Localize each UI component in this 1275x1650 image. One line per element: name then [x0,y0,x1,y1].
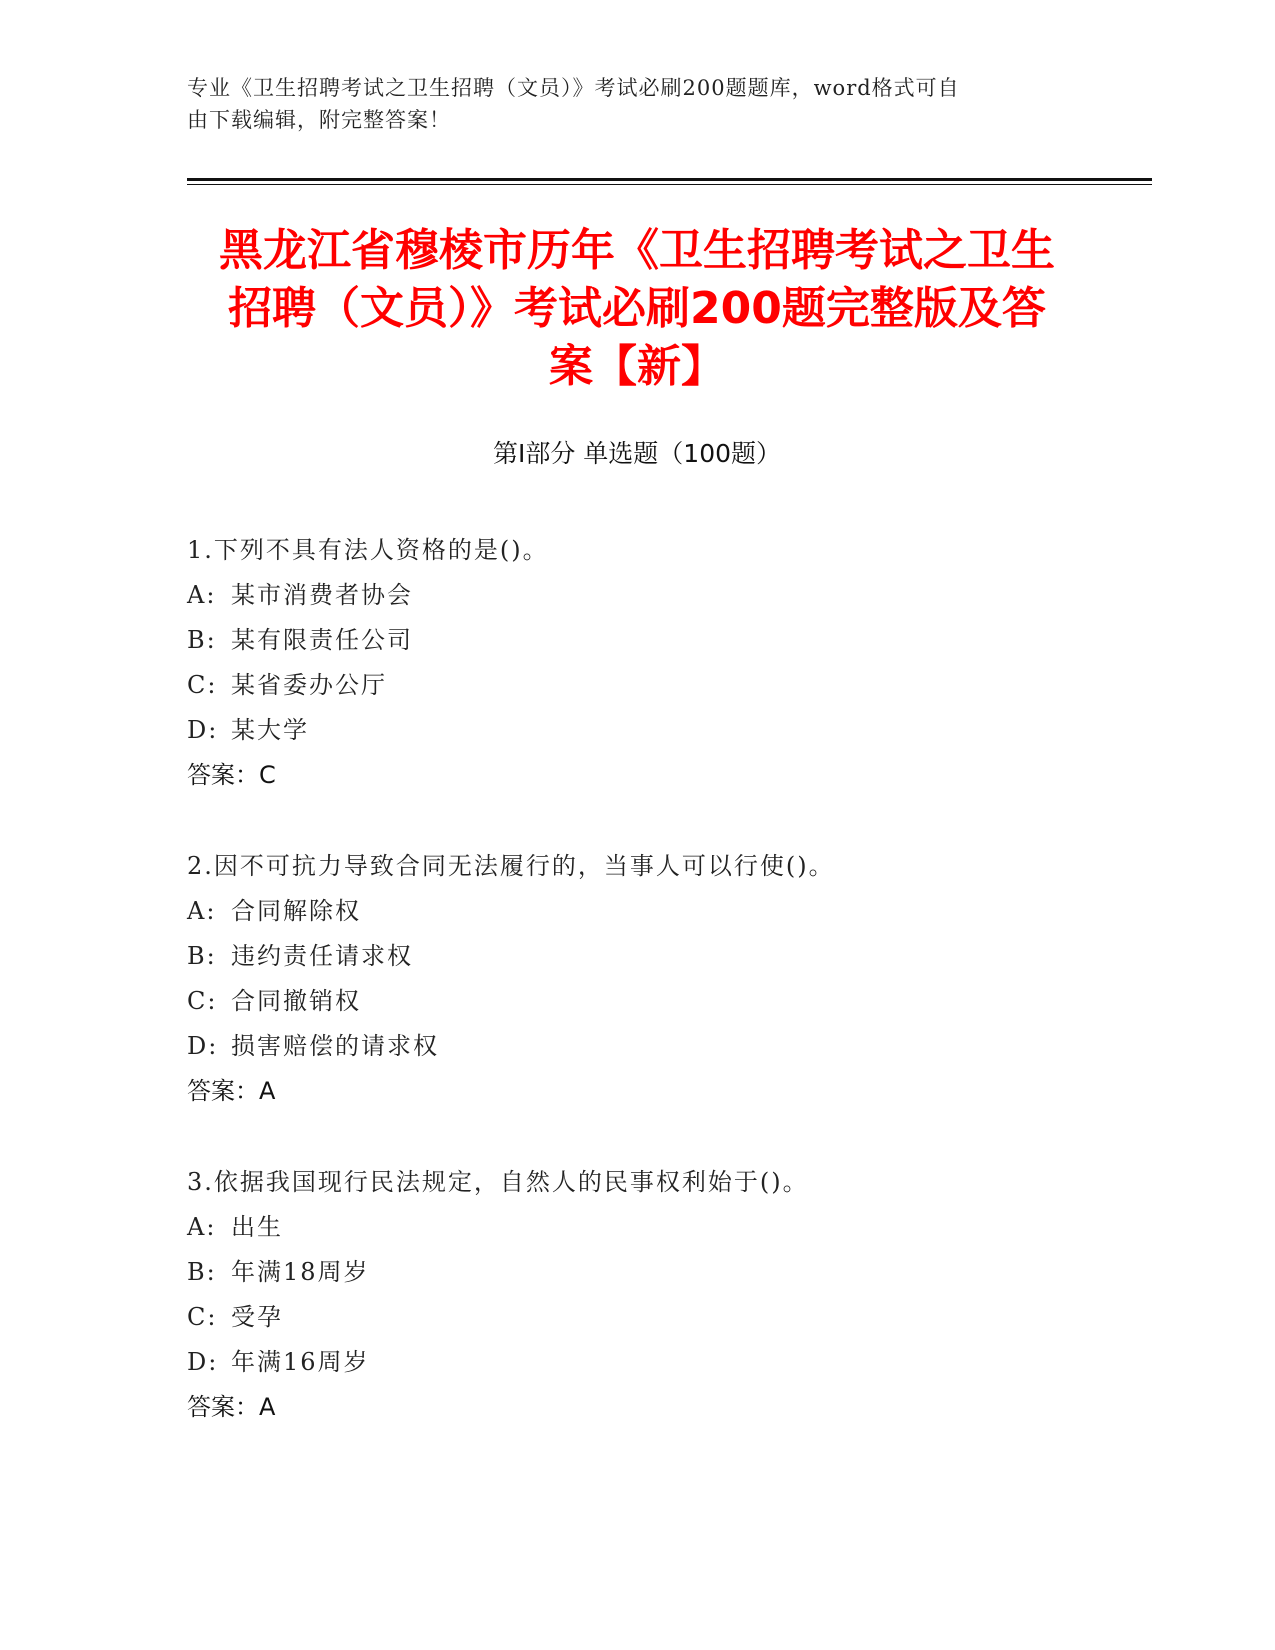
document-title [187,222,1087,396]
option-key: A: [187,897,217,925]
option-key: A: [187,581,217,609]
document-title-line-1: 黑龙江省穆棱市历年《卫生招聘考试之卫生 [219,225,1055,276]
option-text: 某有限责任公司 [231,626,413,654]
option-b [187,618,1147,663]
option-b [187,1250,1147,1295]
header-note-line-1: 专业《卫生招聘考试之卫生招聘（文员）》考试必刷200题题库，word格式可自 [187,76,960,100]
question-list [187,528,1147,1476]
option-text: 年满18周岁 [231,1258,370,1286]
option-text: 违约责任请求权 [231,942,413,970]
document-title-line-2: 招聘（文员）》考试必刷200题完整版及答 [228,283,1046,334]
answer-line: 答案：A [187,1393,276,1421]
question-stem: 3.依据我国现行民法规定，自然人的民事权利始于()。 [187,1168,809,1196]
option-text: 某大学 [231,716,309,744]
option-key: B: [187,1258,217,1286]
option-key: D: [187,716,219,744]
option-d [187,708,1147,753]
answer-line: 答案：C [187,761,276,789]
option-c [187,663,1147,708]
option-key: B: [187,942,217,970]
question-stem: 1.下列不具有法人资格的是()。 [187,536,549,564]
option-key: C: [187,671,218,699]
question-stem: 2.因不可抗力导致合同无法履行的，当事人可以行使()。 [187,852,835,880]
option-text: 某省委办公厅 [231,671,387,699]
option-a [187,1205,1147,1250]
section-heading: 第Ⅰ部分 单选题（100题） [492,439,782,468]
header-divider-thin [187,184,1152,185]
option-key: D: [187,1348,219,1376]
option-d [187,1024,1147,1069]
option-text: 合同解除权 [231,897,361,925]
option-key: D: [187,1032,219,1060]
option-key: B: [187,626,217,654]
document-title-line-3: 案【新】 [549,341,725,392]
option-d [187,1340,1147,1385]
option-c [187,1295,1147,1340]
answer-line: 答案：A [187,1077,276,1105]
question-item [187,1160,1147,1430]
question-item [187,528,1147,798]
option-text: 某市消费者协会 [231,581,413,609]
option-key: A: [187,1213,217,1241]
option-key: C: [187,987,218,1015]
option-c [187,979,1147,1024]
header-note-line-2: 由下载编辑，附完整答案！ [187,108,451,132]
header-note [187,72,1067,136]
option-text: 年满16周岁 [231,1348,370,1376]
option-text: 损害赔偿的请求权 [231,1032,439,1060]
question-item [187,844,1147,1114]
option-key: C: [187,1303,218,1331]
header-divider-thick [187,178,1152,181]
option-a [187,889,1147,934]
option-text: 合同撤销权 [231,987,361,1015]
option-b [187,934,1147,979]
option-text: 出生 [231,1213,283,1241]
option-text: 受孕 [231,1303,283,1331]
option-a [187,573,1147,618]
